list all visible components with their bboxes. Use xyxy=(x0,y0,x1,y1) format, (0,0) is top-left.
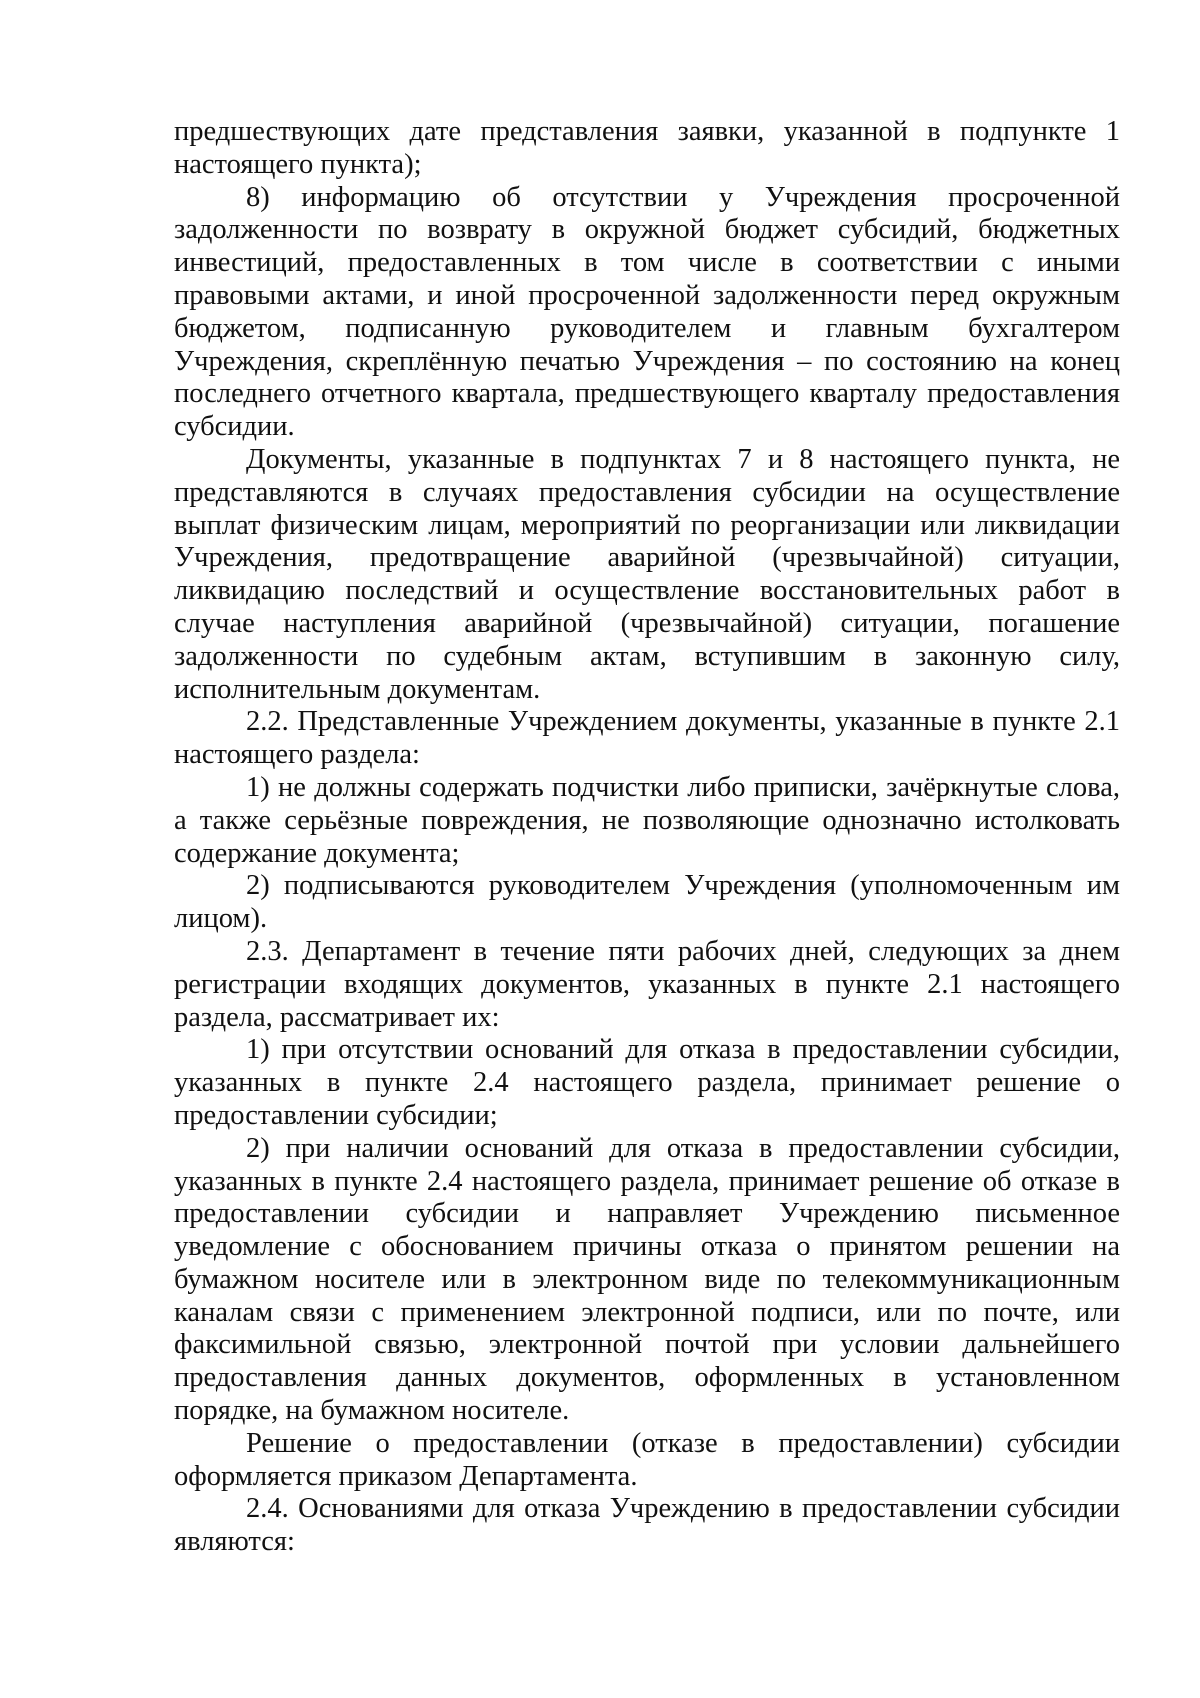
paragraph-documents-exemption: Документы, указанные в подпунктах 7 и 8 настоящего пункта, не представляются в случаях предоставления субсидии на осуществление выплат физическим лицам, мероприятий по реорганизации или ликвидации Учреждения, предотвращение аварийной (чрезвычайной) ситуации, ликвидацию последствий и осуществление восстановительных работ в случае наступления аварийной (чрезвычайной) ситуации, погашение задолженности по судебным актам, вступившим в законную силу, исполнительным документам. xyxy=(174,443,1120,705)
paragraph-2-2-item-1: 1) не должны содержать подчистки либо приписки, зачёркнутые слова, а также серьёзные повреждения, не позволяющие однозначно истолковать содержание документа; xyxy=(174,771,1120,869)
paragraph-item-8: 8) информацию об отсутствии у Учреждения просроченной задолженности по возврату в окружной бюджет субсидий, бюджетных инвестиций, предоставленных в том числе в соответствии с иными правовыми актами, и иной просроченной задолженности перед окружным бюджетом, подписанную руководителем и главным бухгалтером Учреждения, скреплённую печатью Учреждения – по состоянию на конец последнего отчетного квартала, предшествующего кварталу предоставления субсидии. xyxy=(174,181,1120,443)
paragraph-2-2-item-2: 2) подписываются руководителем Учреждения (уполномоченным им лицом). xyxy=(174,870,1120,935)
paragraph-decision: Решение о предоставлении (отказе в предоставлении) субсидии оформляется приказом Департамента. xyxy=(174,1427,1120,1492)
document-page xyxy=(174,116,1120,1559)
paragraph-2-2: 2.2. Представленные Учреждением документы, указанные в пункте 2.1 настоящего раздела: xyxy=(174,706,1120,771)
paragraph-2-3: 2.3. Департамент в течение пяти рабочих дней, следующих за днем регистрации входящих документов, указанных в пункте 2.1 настоящего раздела, рассматривает их: xyxy=(174,935,1120,1033)
paragraph-2-4: 2.4. Основаниями для отказа Учреждению в предоставлении субсидии являются: xyxy=(174,1493,1120,1558)
paragraph-2-3-item-2: 2) при наличии оснований для отказа в предоставлении субсидии, указанных в пункте 2.4 настоящего раздела, принимает решение об отказе в предоставлении субсидии и направляет Учреждению письменное уведомление с обоснованием причины отказа о принятом решении на бумажном носителе или в электронном виде по телекоммуникационным каналам связи с применением электронной подписи, или по почте, или факсимильной связью, электронной почтой при условии дальнейшего предоставления данных документов, оформленных в установленном порядке, на бумажном носителе. xyxy=(174,1132,1120,1427)
paragraph-continuation: предшествующих дате представления заявки, указанной в подпункте 1 настоящего пункта); xyxy=(174,116,1120,180)
paragraph-2-3-item-1: 1) при отсутствии оснований для отказа в предоставлении субсидии, указанных в пункте 2.4 настоящего раздела, принимает решение о предоставлении субсидии; xyxy=(174,1034,1120,1131)
